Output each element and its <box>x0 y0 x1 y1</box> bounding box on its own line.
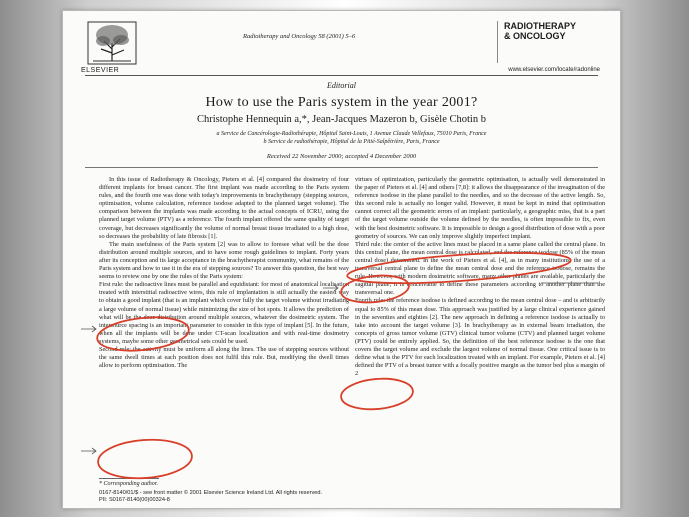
annotation-arrow <box>81 326 96 332</box>
journal-citation: Radiotherapy and Oncology 58 (2001) 5–6 <box>243 33 356 40</box>
corresponding-author-note: * Corresponding author. <box>99 481 158 487</box>
paragraph: virtues of optimization, particularly the geometric optimisation, is actually well demonstrated in the paper of Pieters et al. [4] and others [7,8]: it allows the disappearance of the invagination of the reference isodose in the plane parallel to the needles, and so the decrease of the active length. So, this second rule is actually no longer valid. However, it must be kept in mind that optimisation cannot correct all the geometric errors of an implant: particularly, a geographic miss, that is a part of the target volume outside the volume defined by the needles, is often impossible to fix, even with the best dosimetric software. It is impossible to design a good distribution of dose with a poor geometry of sources. We can only improve slightly imperfect implant. <box>355 176 605 240</box>
affiliation-b: b Service de radiothérapie, Hôpital de la Pitié-Salpêtrière, Paris, France <box>263 139 440 145</box>
article-type: Editorial <box>327 81 356 90</box>
affiliations <box>123 130 580 146</box>
copyright-block <box>99 490 322 504</box>
journal-page <box>62 10 621 509</box>
page-title: How to use the Paris system in the year 2001? <box>205 95 478 110</box>
copyright-line: 0167-8140/01/$ - see front matter © 2001 Elsevier Science Ireland Ltd. All rights reserved. <box>99 490 323 496</box>
received-date: Received 22 November 2000; accepted 4 December 2000 <box>266 153 417 160</box>
footnote-divider <box>99 478 159 479</box>
publisher-name: ELSEVIER <box>81 67 120 74</box>
journal-url[interactable]: www.elsevier.com/locate/radonline <box>508 67 600 73</box>
paragraph: In this issue of Radiotherapy & Oncology, Pieters et al. [4] compared the dosimetry of four different implants for breast cancer. The first implant was made according to the Paris system rules, and the fourth one was done with today's improvements in brachytherapy (stepping sources, optimisation, volume calculation, reference isodose adapted to the planned target volume). The comparison between the implants was made according to the actual concepts of ICRU, using the planned target volume (PTV) as a reference. The fourth implant offered the same quality of target coverage, but decreases significantly the volume of normal breast tissue irradiated to a high dose, so decreases the probability of late fibrosis [1]. <box>99 176 349 240</box>
paragraph-first-rule: First rule: the radioactive lines must be parallel and equidistant: for most of anatomical localisation treated with interstitial radioactive wires, this rule of implantation is still actually the easiest way to obtain a good implant (that is an implant which cover fully the target volume without irradiating a large volume of normal tissue) while minimizing the size of hot spots. It allows the prediction of what will be the dose distribution around multiple sources, whatever the dosimetric system. The intersource spacing is an important parameter to consider in this type of implant [5]. In the future, when all the implants will be done under CT-scan localization and with real-time dosimetry systems, maybe some other geometrical sets could be used. <box>99 281 349 345</box>
annotation-arrow <box>81 448 96 454</box>
pii-line: PII: S0167-8140(00)00324-8 <box>99 497 170 503</box>
body-column-right <box>355 176 605 498</box>
journal-name-line1: RADIOTHERAPY <box>504 21 577 31</box>
author-list: Christophe Hennequin a,*, Jean-Jacques Mazeron b, Gisèle Chotin b <box>197 114 486 125</box>
title-divider <box>85 167 598 168</box>
body-column-left <box>99 176 349 478</box>
paragraph-fourth-rule: Fourth rule: the reference isodose is defined according to the mean central dose – and is arbitrarily equal to 85% of this mean dose. This approach was justified by a large clinical experience gained in the seventies and eighties [2]. The new approach in defining a reference isodose is actually to take into account the target volume [3]. In brachytherapy as in external beam irradiation, the concepts of gross tumor volume (GTV) clinical tumor volume (CTV) and planned target volume (PTV) could be entirely applied. So, the definition of the best reference isodose is the one that covers the target volume and exclude the largest volume of normal tissue. One critical issue is to define what is the PTV for each localization treated with an implant. For example, Pieters et al. [4] defined the PTV of a breast tumor with a focally positive margin as the tumor bed plus a margin of 2 <box>355 297 605 378</box>
header-divider <box>85 75 598 76</box>
elsevier-tree-logo-icon <box>87 21 137 65</box>
journal-logo <box>497 21 596 63</box>
paragraph-second-rule: Second rule: the activity must be uniform all along the lines. The use of stepping sources without the same dwell times at each position does not fulfil this rule. But, modifying the dwell times allow to perform optimisation. The <box>99 345 349 370</box>
paragraph-third-rule: Third rule: the center of the active lines must be placed in a same plane called the central plane. In this central plane, the mean central dose is calculated, and the reference isodose (85% of the mean central dose) determined. In the work of Pieters et al. [4], as in many institutions, the use of a transversal central plane to define the mean central dose and the reference isodose, remains the rule. However, with modern dosimetric software, many other planes are available, particularly the sagittal plane; it is conceivable to define these parameters according to another plane than the transversal one. <box>355 240 605 297</box>
journal-name-line2: & ONCOLOGY <box>504 31 566 41</box>
paragraph: The main usefulness of the Paris system [2] was to allow to foresee what will be the dose distribution around multiple sources, and to have some rough guidelines to implant. Forty years after its conception and its large acceptance in the brachytherapist community, what remains of the Paris system and how to use it in the era of stepping sources? To answer this question, the best way seems to review one by one the rules of the Paris system: <box>99 240 349 281</box>
affiliation-a: a Service de Cancérologie-Radiothérapie, Hôpital Saint-Louis, 1 Avenue Claude Vellefaux, 75010 Paris, France <box>216 131 487 137</box>
